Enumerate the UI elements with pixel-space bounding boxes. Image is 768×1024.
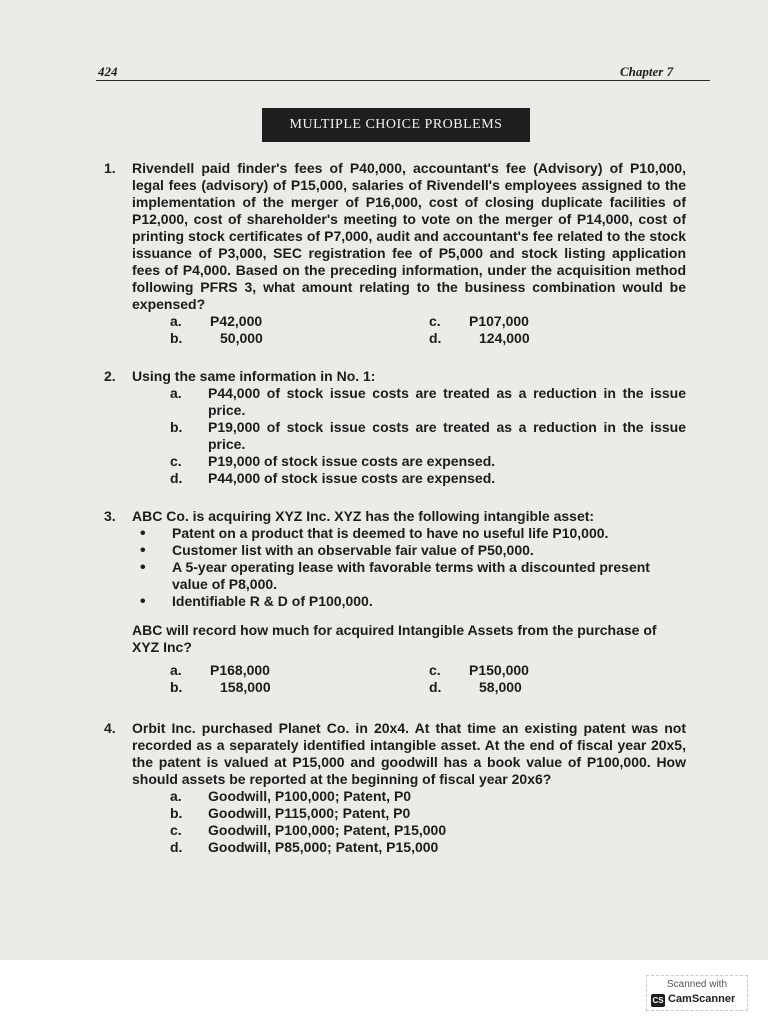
question-1 [104, 160, 686, 347]
question-number: 3. [104, 508, 116, 524]
option-c: c. P150,000 [429, 662, 529, 678]
bullet-item: • Patent on a product that is deemed to have no useful life P10,000. [140, 525, 686, 542]
option-c: c. P107,000 [429, 313, 529, 329]
question-followup: ABC will record how much for acquired Intangible Assets from the purchase of XYZ Inc? [132, 622, 657, 655]
bullet-item: • Identifiable R & D of P100,000. [140, 593, 686, 610]
bullet-icon [140, 559, 172, 593]
option-b: b. P19,000 of stock issue costs are treated as a reduction in the issue price. [170, 419, 686, 452]
options-grid [104, 662, 686, 696]
question-4 [104, 720, 686, 856]
option-b: b. 158,000 [170, 679, 271, 695]
bullet-icon [140, 542, 172, 559]
option-a: a. P44,000 of stock issue costs are treated as a reduction in the issue price. [170, 385, 686, 418]
question-text: Using the same information in No. 1: [132, 368, 376, 384]
question-number: 2. [104, 368, 116, 384]
option-a: a. P42,000 [170, 313, 263, 329]
scanned-with-label: Scanned with [666, 979, 728, 990]
option-d: d. Goodwill, P85,000; Patent, P15,000 [170, 839, 439, 855]
bullet-item: • A 5-year operating lease with favorable terms with a discounted present value of P8,000. [140, 559, 686, 593]
option-d: d. 58,000 [429, 679, 522, 695]
option-b: b. Goodwill, P115,000; Patent, P0 [170, 805, 411, 821]
question-text: Rivendell paid finder's fees of P40,000, accountant's fee (Advisory) of P10,000, legal fees (advisory) of P15,000, salaries of Rivendell's employees assigned to the implementation of the merger of P16,000, cost of closing duplicate facilities of P12,000, cost of shareholder's meeting to vote on the merger of P14,000, cost of printing stock certificates of P7,000, audit and accountant's fee related to the stock issuance of P3,000, SEC registration fee of P5,000 and stock listing application fees of P4,000. Based on the preceding information, under the acquisition method following PFRS 3, what amount relating to the business combination would be expensed? [132, 160, 686, 312]
options-list [170, 385, 686, 487]
page-number: 424 [98, 64, 118, 79]
option-a: a. P168,000 [170, 662, 270, 678]
camscanner-logo-icon: CS [652, 996, 664, 1005]
question-number: 1. [104, 160, 116, 176]
bullet-item: • Customer list with an observable fair value of P50,000. [140, 542, 686, 559]
option-d: d. 124,000 [429, 330, 530, 346]
option-b: b. 50,000 [170, 330, 263, 346]
option-c: c. P19,000 of stock issue costs are expensed. [170, 453, 496, 469]
bullet-icon [140, 525, 172, 542]
section-title: MULTIPLE CHOICE PROBLEMS [262, 108, 530, 142]
question-number: 4. [104, 720, 116, 736]
camscanner-badge [646, 975, 748, 1011]
options-grid [104, 313, 686, 347]
question-text: ABC Co. is acquiring XYZ Inc. XYZ has the following intangible asset: [132, 508, 595, 524]
camscanner-brand: CamScanner [668, 993, 736, 1005]
chapter-label: Chapter 7 [620, 64, 674, 79]
bullet-icon [140, 593, 172, 610]
option-a: a. Goodwill, P100,000; Patent, P0 [170, 788, 412, 804]
question-text: Orbit Inc. purchased Planet Co. in 20x4. At that time an existing patent was not recorded as a separately identified intangible asset. At the end of fiscal year 20x5, the patent is valued at P15,000 and goodwill has a book value of P100,000. How should assets be reported at the beginning of fiscal year 20x6? [132, 720, 686, 787]
option-d: d. P44,000 of stock issue costs are expensed. [170, 470, 496, 486]
options-list [170, 788, 686, 856]
question-2 [104, 368, 686, 487]
bullet-list [140, 525, 686, 610]
option-c: c. Goodwill, P100,000; Patent, P15,000 [170, 822, 447, 838]
header-rule [96, 80, 710, 81]
question-3 [104, 508, 686, 696]
